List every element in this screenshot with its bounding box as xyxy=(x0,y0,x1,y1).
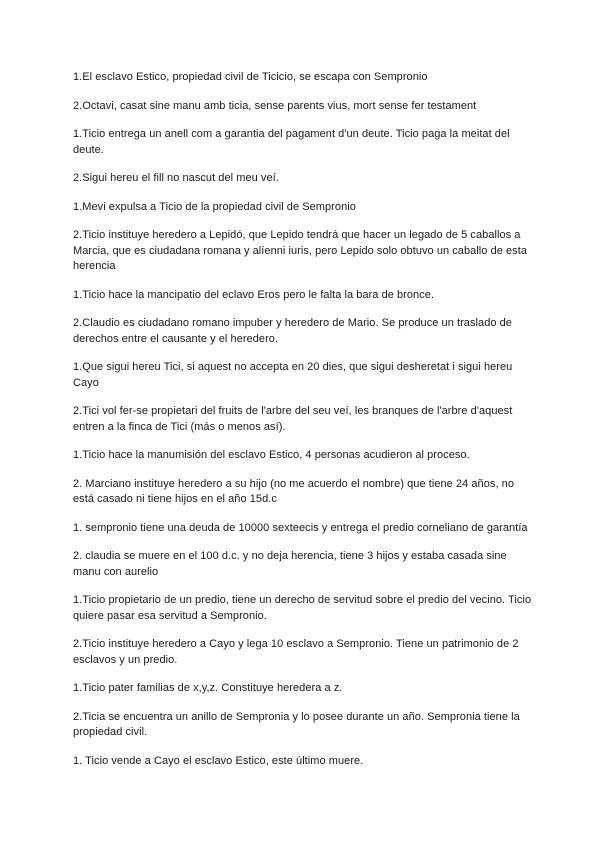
paragraph-4: 2.Sigui hereu el fill no nascut del meu veí. xyxy=(73,172,279,184)
paragraph-1: 1.El esclavo Estico, propiedad civil de Ticicio, se escapa con Sempronio xyxy=(73,71,428,83)
paragraph-13: 1. sempronio tiene una deuda de 10000 sexteecis y entrega el predio corneliano de garantía xyxy=(73,521,528,534)
paragraph-19: 1. Ticio vende a Cayo el esclavo Estico, este último muere. xyxy=(73,754,364,767)
paragraph-15: 1.Ticio propietario de un predio, tiene un derecho de servitud sobre el predio del vecino. Ticio quiere pasar esa servitud a Sempronio. xyxy=(73,594,532,622)
paragraph-16: 2.Ticio instituye heredero a Cayo y lega 10 esclavo a Sempronio. Tiene un patrimonio de 2 esclavos y un predio. xyxy=(73,638,519,666)
paragraph-2: 2.Octavi, casat sine manu amb ticia, sense parents vius, mort sense fer testament xyxy=(73,99,477,112)
paragraph-8: 2.Claudio es ciudadano romano impuber y heredero de Mario. Se produce un traslado de derechos entre el causante y el heredero. xyxy=(73,317,512,345)
paragraph-14: 2. claudia se muere en el 100 d.c. y no deja herencia, tiene 3 hijos y estaba casada sine manu con aurelio xyxy=(73,550,507,578)
paragraph-18: 2.Ticia se encuentra un anillo de Sempronia y lo posee durante un año. Sempronia tiene la propiedad civil. xyxy=(73,710,520,738)
paragraph-3: 1.Ticio entrega un anell com a garantia del pagament d'un deute. Ticio paga la meitat del deute. xyxy=(73,128,510,156)
paragraph-10: 2.Tici vol fer-se propietari del fruits de l'arbre del seu veí, les branques de l'arbre d'aquest entren a la finca de Tici (más o menos así). xyxy=(73,405,513,433)
paragraph-12: 2. Marciano instituye heredero a su hijo (no me acuerdo el nombre) que tiene 24 años, no está casado ni tiene hijos en el año 15d.c xyxy=(73,477,514,505)
paragraph-7: 1.Ticio hace la mancipatio del eclavo Eros pero le falta la bara de bronce. xyxy=(73,288,435,301)
document-body xyxy=(73,70,533,782)
paragraph-11: 1.Ticio hace la manumisión del esclavo Estico, 4 personas acudieron al proceso. xyxy=(73,449,470,461)
paragraph-5: 1.Mevi expulsa a Ticio de la propiedad civil de Sempronio xyxy=(73,200,356,213)
paragraph-6: 2.Ticio instituye heredero a Lepidó, que Lepido tendrá que hacer un legado de 5 caballos a Marcia, que es ciudadana romana y alíenni iuris, pero Lepido solo obtuvo un caballo de esta herencia xyxy=(73,229,528,272)
paragraph-17: 1.Ticio pater familias de x,y,z. Constituye heredera a z. xyxy=(73,682,343,694)
paragraph-9: 1.Que sigui hereu Tici, si aquest no accepta en 20 dies, que sigui desheretat i sigui hereu Cayo xyxy=(73,361,513,389)
